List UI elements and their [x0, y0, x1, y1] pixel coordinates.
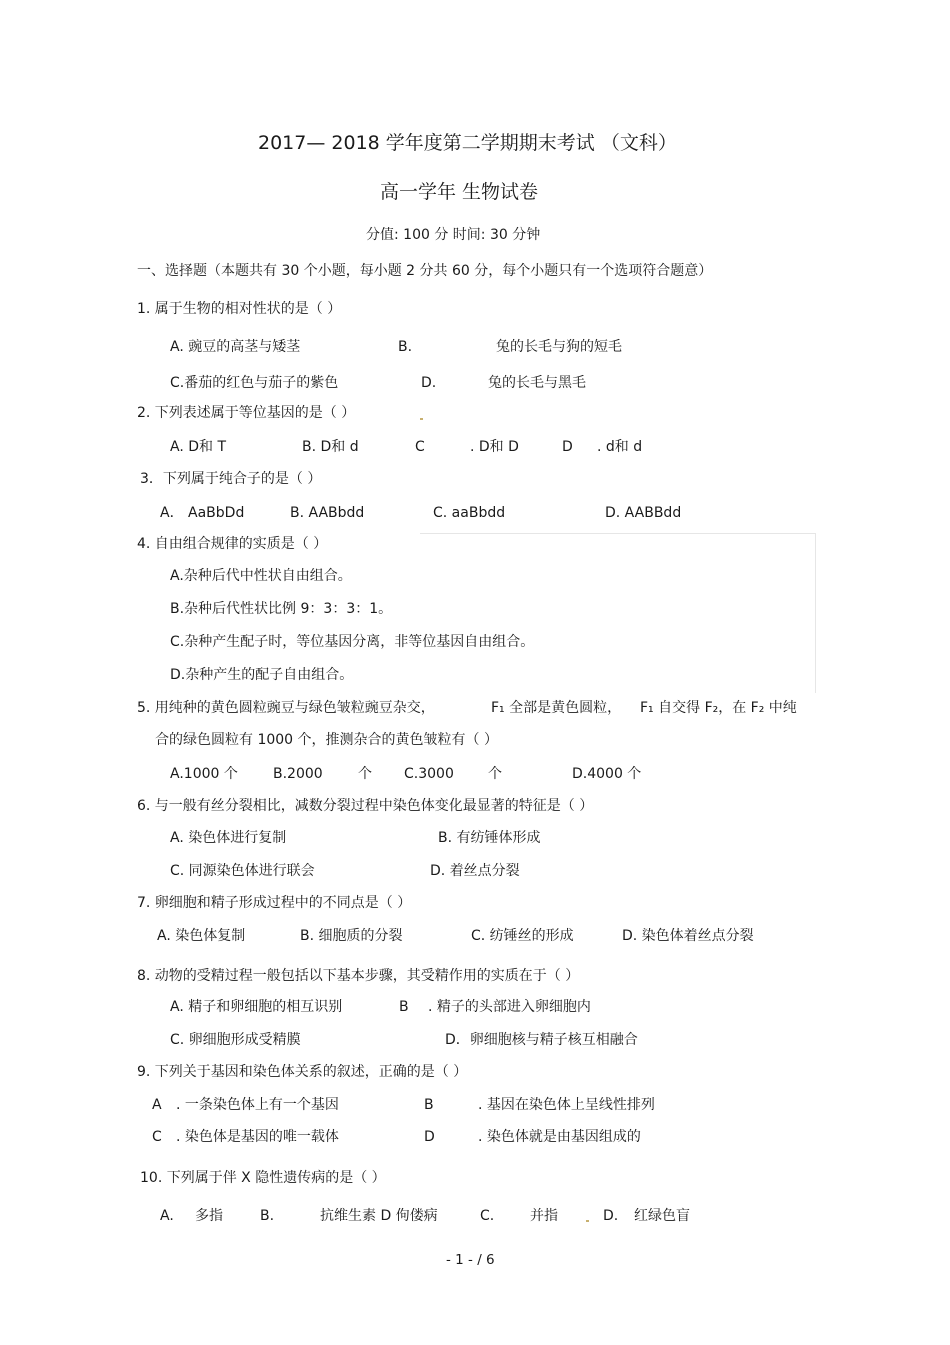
q7-option-c: C. 纺锤丝的形成	[471, 928, 574, 944]
q2-option-c-text: . D和 D	[470, 439, 519, 455]
scan-speck	[420, 418, 423, 420]
q2-option-d-letter: D	[562, 439, 573, 455]
q8-option-b-letter: B	[399, 999, 409, 1015]
q7-option-a: A. 染色体复制	[157, 928, 246, 944]
q1-option-b-text: 兔的长毛与狗的短毛	[496, 339, 622, 355]
q5-option-d: D.4000 个	[572, 766, 642, 782]
q10-option-d-text: 红绿色盲	[634, 1208, 690, 1224]
q9-option-b-letter: B	[424, 1097, 434, 1113]
q10-option-b-letter: B.	[260, 1208, 275, 1224]
q4-option-b: B.杂种后代性状比例 9：3：3：1。	[170, 601, 393, 617]
question-5-stem-part1: 5. 用纯种的黄色圆粒豌豆与绿色皱粒豌豆杂交，	[137, 700, 435, 716]
q10-option-d-letter: D.	[603, 1208, 619, 1224]
question-10-stem: 10. 下列属于伴 X 隐性遗传病的是（ ）	[140, 1170, 386, 1186]
q9-option-c-text: . 染色体是基因的唯一载体	[176, 1129, 339, 1145]
q2-option-d-text: . d和 d	[597, 439, 643, 455]
q4-option-d: D.杂种产生的配子自由组合。	[170, 667, 354, 683]
q9-option-a-text: . 一条染色体上有一个基因	[176, 1097, 339, 1113]
q4-option-c: C.杂种产生配子时，等位基因分离，非等位基因自由组合。	[170, 634, 535, 650]
question-8-stem: 8. 动物的受精过程一般包括以下基本步骤，其受精作用的实质在于（ ）	[137, 968, 580, 984]
q5-option-b-unit: 个	[358, 766, 372, 782]
q10-option-c-text: 并指	[530, 1208, 558, 1224]
q8-option-c: C. 卵细胞形成受精膜	[170, 1032, 301, 1048]
q1-option-a: A. 豌豆的高茎与矮茎	[170, 339, 301, 355]
q2-option-c-letter: C	[415, 439, 425, 455]
q2-option-a: A. D和 T	[170, 439, 227, 455]
q1-option-d-letter: D.	[421, 375, 437, 391]
q5-option-c: C.3000	[404, 766, 454, 782]
question-7-stem: 7. 卵细胞和精子形成过程中的不同点是（ ）	[137, 895, 412, 911]
q3-option-c: C. aaBbdd	[433, 505, 506, 521]
question-5-stem-line2: 合的绿色圆粒有 1000 个，推测杂合的黄色皱粒有（ ）	[155, 732, 498, 748]
question-5-stem-part3: F₁ 自交得 F₂，在 F₂ 中纯	[640, 700, 797, 716]
q9-option-d-letter: D	[424, 1129, 435, 1145]
q5-option-c-unit: 个	[488, 766, 502, 782]
q8-option-a: A. 精子和卵细胞的相互识别	[170, 999, 343, 1015]
q10-option-c-letter: C.	[480, 1208, 495, 1224]
exam-subtitle: 高一学年 生物试卷	[380, 181, 539, 203]
q10-option-a-letter: A.	[160, 1208, 174, 1224]
question-4-stem: 4. 自由组合规律的实质是（ ）	[137, 536, 328, 552]
q9-option-d-text: . 染色体就是由基因组成的	[478, 1129, 641, 1145]
q6-option-b: B. 有纺锤体形成	[438, 830, 541, 846]
exam-title: 2017— 2018 学年度第二学期期末考试 （文科）	[258, 132, 677, 154]
question-1-stem: 1. 属于生物的相对性状的是（ ）	[137, 301, 342, 317]
q9-option-c-letter: C	[152, 1129, 162, 1145]
q5-option-b: B.2000	[273, 766, 323, 782]
q8-option-d: D．卵细胞核与精子核互相融合	[445, 1032, 638, 1048]
scan-speck	[586, 1220, 589, 1222]
q1-option-d-text: 兔的长毛与黑毛	[488, 375, 586, 391]
q3-option-a: A． AaBbDd	[160, 505, 245, 521]
scan-border-top	[420, 533, 816, 534]
q1-option-c: C.番茄的红色与茄子的紫色	[170, 375, 339, 391]
q10-option-a-text: 多指	[195, 1208, 223, 1224]
q9-option-a-letter: A	[152, 1097, 162, 1113]
q10-option-b-text: 抗维生素 D 佝偻病	[320, 1208, 438, 1224]
score-info: 分值: 100 分 时间: 30 分钟	[366, 227, 541, 243]
q3-option-b: B. AABbdd	[290, 505, 365, 521]
q1-option-b-letter: B.	[398, 339, 413, 355]
q6-option-a: A. 染色体进行复制	[170, 830, 287, 846]
q2-option-b: B. D和 d	[302, 439, 359, 455]
q7-option-b: B. 细胞质的分裂	[300, 928, 403, 944]
q3-option-d: D. AABBdd	[605, 505, 682, 521]
question-6-stem: 6. 与一般有丝分裂相比，减数分裂过程中染色体变化最显著的特征是（ ）	[137, 798, 594, 814]
q7-option-d: D. 染色体着丝点分裂	[622, 928, 754, 944]
question-2-stem: 2. 下列表述属于等位基因的是（ ）	[137, 405, 356, 421]
section-heading: 一、选择题（本题共有 30 个小题，每小题 2 分共 60 分，每个小题只有一个选项符合题意）	[137, 263, 713, 279]
q5-option-a: A.1000 个	[170, 766, 238, 782]
question-5-stem-part2: F₁ 全部是黄色圆粒，	[491, 700, 622, 716]
q6-option-d: D. 着丝点分裂	[430, 863, 520, 879]
q4-option-a: A.杂种后代中性状自由组合。	[170, 568, 352, 584]
question-9-stem: 9. 下列关于基因和染色体关系的叙述，正确的是（ ）	[137, 1064, 468, 1080]
q6-option-c: C. 同源染色体进行联会	[170, 863, 315, 879]
q9-option-b-text: . 基因在染色体上呈线性排列	[478, 1097, 655, 1113]
q8-option-b-text: . 精子的头部进入卵细胞内	[428, 999, 591, 1015]
question-3-stem: 3．下列属于纯合子的是（ ）	[140, 471, 322, 487]
page-number: - 1 - / 6	[446, 1252, 495, 1268]
scan-border-right	[815, 533, 816, 693]
